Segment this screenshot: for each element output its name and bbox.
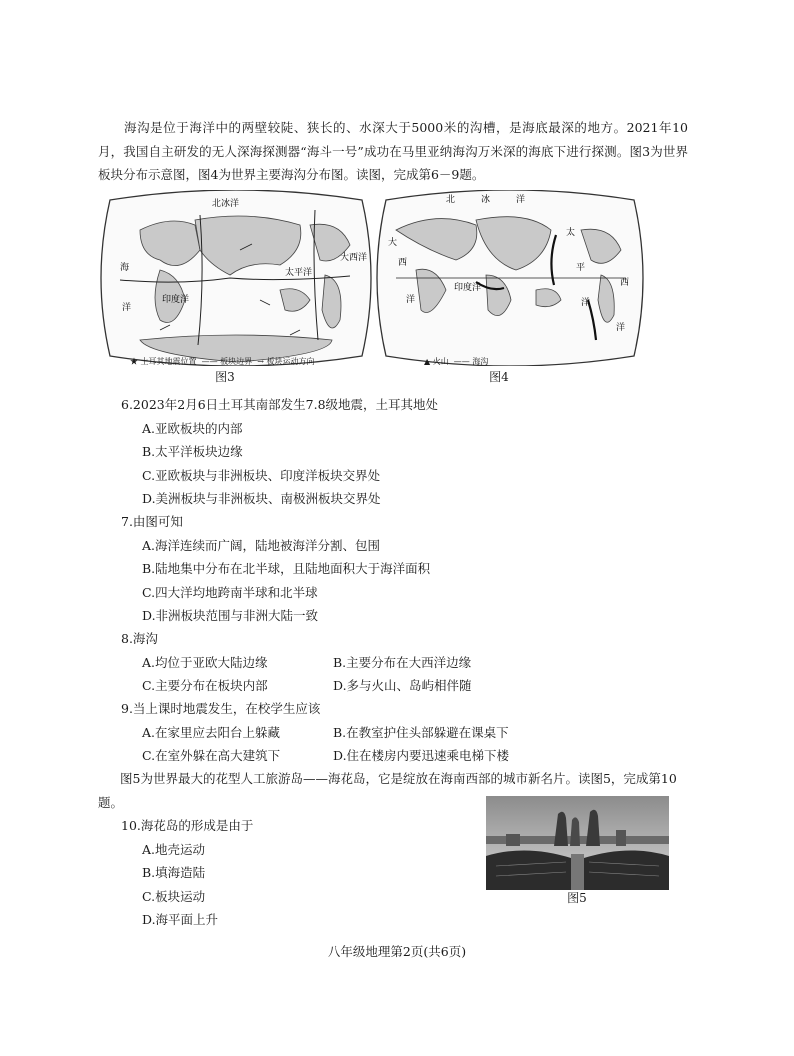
figure5-intro-text: 图5为世界最大的花型人工旅游岛——海花岛，它是绽放在海南西部的城市新名片。读图5，完成第10题。 [98, 771, 677, 810]
legend-boundary: —— 板块边界 [201, 357, 253, 366]
fig3-label-arctic: 北冰洋 [212, 199, 240, 209]
fig4-label-yang2: 洋 [581, 298, 591, 308]
question-10-option-b: B.填海造陆 [142, 865, 206, 880]
question-6-option-d: D.美洲板块与非洲板块、南极洲板块交界处 [142, 491, 381, 506]
figure5-caption: 图5 [567, 891, 587, 905]
intro-paragraph [98, 116, 688, 187]
question-9-option-d: D.住在楼房内要迅速乘电梯下楼 [333, 748, 510, 763]
fig4-label-bing: 冰 [481, 195, 491, 205]
question-8-option-c: C.主要分布在板块内部 [142, 678, 268, 693]
figure5-photo [486, 796, 669, 890]
question-6-option-b: B.太平洋板块边缘 [142, 444, 243, 459]
fig4-label-yindu: 印度洋 [454, 283, 482, 293]
question-7-option-d: D.非洲板块范围与非洲大陆一致 [142, 608, 319, 623]
figure3-legend [130, 356, 315, 367]
question-6-option-a: A.亚欧板块的内部 [142, 421, 243, 436]
figure4-trench-map [376, 190, 644, 366]
fig4-label-xi: 西 [398, 258, 408, 268]
figure3-caption: 图3 [215, 370, 235, 384]
fig4-label-tai: 太 [566, 228, 576, 238]
question-8-option-d: D.多与火山、岛屿相伴随 [333, 678, 472, 693]
fig4-label-bei: 北 [446, 195, 456, 205]
question-9-stem: 9.当上课时地震发生，在校学生应该 [121, 701, 321, 716]
fig4-label-yang: 洋 [516, 195, 526, 205]
question-8-option-b: B.主要分布在大西洋边缘 [333, 655, 472, 670]
fig4-label-xi2: 西 [620, 278, 630, 288]
question-7-option-a: A.海洋连续而广阔，陆地被海洋分割、包围 [142, 538, 381, 553]
fig4-label-ping: 平 [576, 263, 586, 273]
question-10-option-d: D.海平面上升 [142, 912, 219, 927]
fig3-label-indian: 印度洋 [162, 295, 190, 305]
legend-movement: → 板块运动方向 [257, 357, 315, 366]
page-footer: 八年级地理第2页(共6页) [327, 944, 467, 959]
legend-earthquake: ★ 土耳其地震位置 [130, 357, 197, 366]
question-8-option-a: A.均位于亚欧大陆边缘 [142, 655, 268, 670]
question-7-option-b: B.陆地集中分布在北半球，且陆地面积大于海洋面积 [142, 561, 431, 576]
fig3-label-atlantic: 大西洋 [340, 253, 368, 263]
question-6-option-c: C.亚欧板块与非洲板块、印度洋板块交界处 [142, 468, 381, 483]
question-6-stem: 6.2023年2月6日土耳其南部发生7.8级地震，土耳其地处 [121, 397, 439, 412]
question-10-stem: 10.海花岛的形成是由于 [121, 818, 254, 833]
fig4-label-yang3: 洋 [406, 295, 416, 305]
fig4-label-yang4: 洋 [616, 323, 626, 333]
question-9-option-a: A.在家里应去阳台上躲藏 [142, 725, 281, 740]
fig4-label-da: 大 [388, 238, 398, 248]
question-7-option-c: C.四大洋均地跨南半球和北半球 [142, 585, 318, 600]
question-10-option-c: C.板块运动 [142, 889, 206, 904]
figure4-caption: 图4 [489, 370, 509, 384]
question-9-option-c: C.在室外躲在高大建筑下 [142, 748, 281, 763]
question-9-option-b: B.在教室护住头部躲避在课桌下 [333, 725, 509, 740]
question-8-stem: 8.海沟 [121, 631, 158, 646]
question-7-stem: 7.由图可知 [121, 514, 183, 529]
fig3-label-pacific: 太平洋 [285, 268, 313, 278]
question-10-option-a: A.地壳运动 [142, 842, 206, 857]
fig3-label-ocean: 洋 [122, 303, 132, 313]
legend-volcano: ▲ 火山 [424, 357, 449, 366]
legend-trench: —— 海沟 [453, 357, 489, 366]
intro-text: 海沟是位于海洋中的两壁较陡、狭长的、水深大于5000米的沟槽，是海底最深的地方。2021年10月，我国自主研发的无人深海探测器“海斗一号”成功在马里亚纳海沟万米深的海底下进行探测。图3为世界板块分布示意图，图4为世界主要海沟分布图。读图，完成第6－9题。 [98, 120, 688, 182]
fig3-label-sea: 海 [120, 263, 130, 273]
figure4-legend [424, 356, 488, 367]
figure3-plate-map [100, 190, 372, 366]
